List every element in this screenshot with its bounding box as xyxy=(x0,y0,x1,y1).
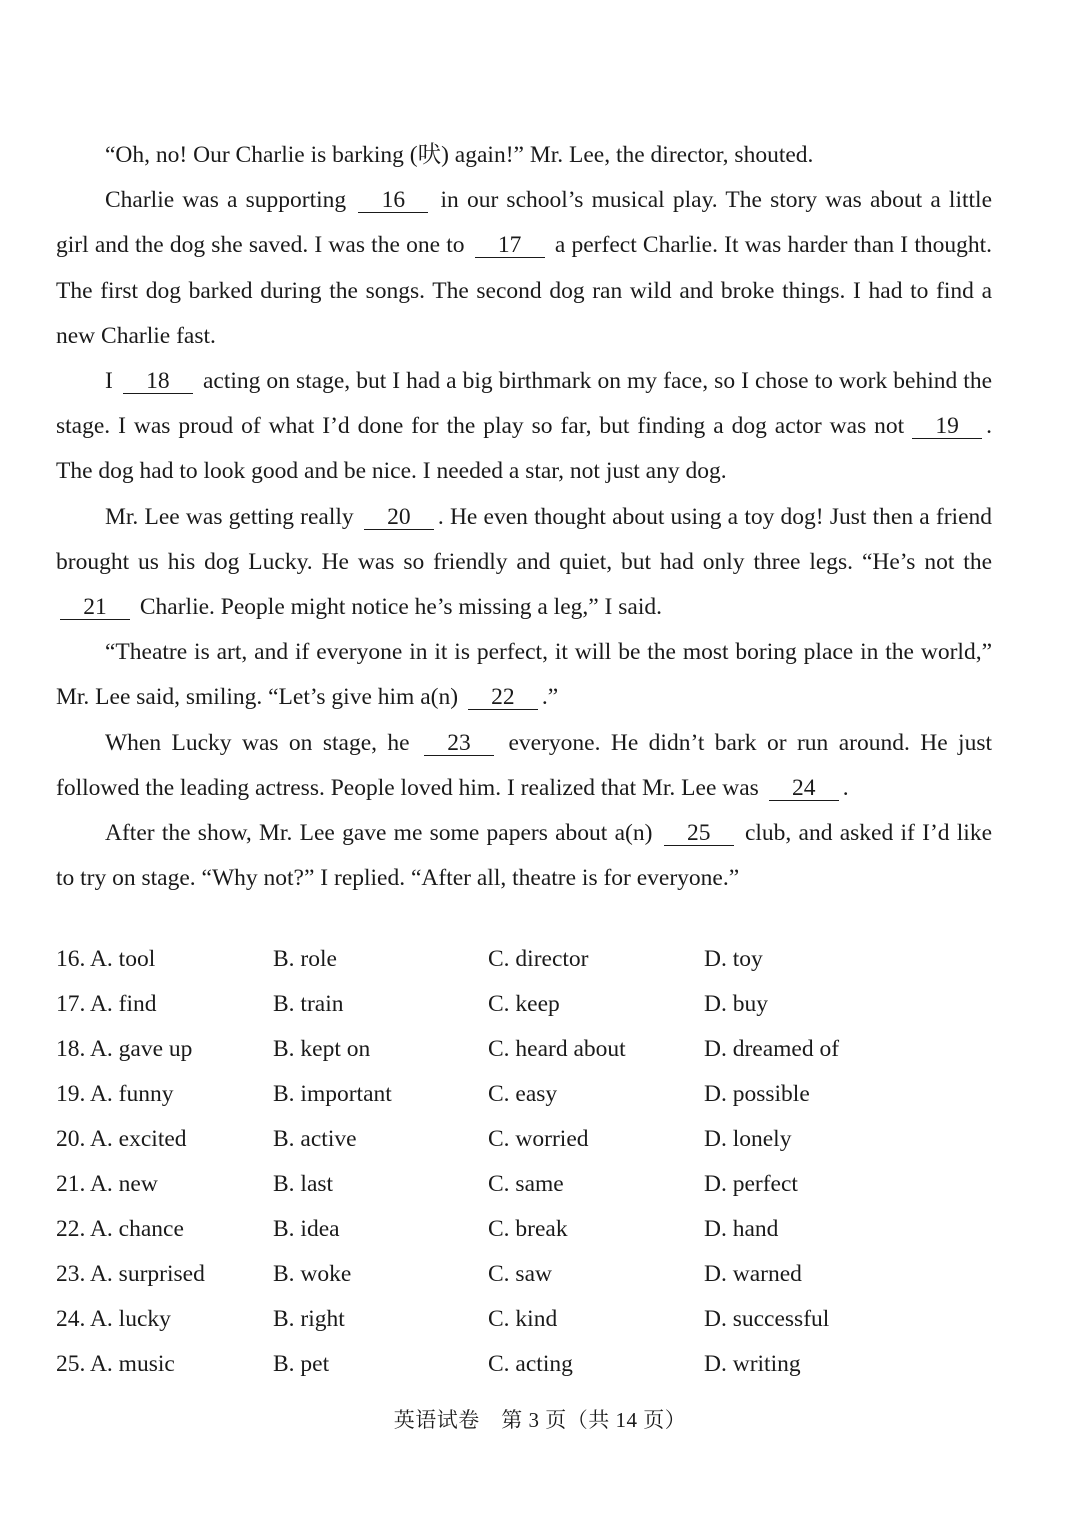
text: everyone. He didn’t bark or run around. He just followed the leading actress. People loved him. I realized that Mr. Lee was xyxy=(56,729,993,801)
paragraph-7 xyxy=(56,811,992,901)
option-a: 22. A. chance xyxy=(56,1216,184,1242)
option-c: C. break xyxy=(488,1216,568,1242)
blank-20: 20 xyxy=(364,505,434,530)
blank-16: 16 xyxy=(358,188,428,213)
paragraph-1: “Oh, no! Our Charlie is barking (吠) again!” Mr. Lee, the director, shouted. xyxy=(105,142,814,168)
option-c: C. director xyxy=(488,946,589,972)
paragraph-4 xyxy=(56,495,992,631)
option-a: 20. A. excited xyxy=(56,1126,187,1152)
text: a perfect Charlie. It was harder than I thought. The first dog barked during the songs. The second dog ran wild and broke things. I had to find a new Charlie fast. xyxy=(56,232,993,349)
option-c: C. heard about xyxy=(488,1036,626,1062)
option-c: C. easy xyxy=(488,1081,558,1107)
text: Mr. Lee was getting really xyxy=(105,503,354,530)
option-c: C. worried xyxy=(488,1126,589,1152)
paragraph-3 xyxy=(56,359,992,495)
text: acting on stage, but I had a big birthmark on my face, so I chose to work behind the stage. I was proud of what I’d done for the play so far, but finding a dog actor was not xyxy=(56,368,992,440)
blank-23: 23 xyxy=(424,731,494,756)
option-b: B. role xyxy=(273,946,337,972)
paragraph-5 xyxy=(56,630,992,720)
option-row-25 xyxy=(56,1342,956,1387)
text: club, and asked if I’d like to try on stage. “Why not?” I replied. “After all, theatre is for everyone.” xyxy=(56,820,993,892)
option-b: B. last xyxy=(273,1171,334,1197)
blank-21: 21 xyxy=(60,595,130,620)
option-row-24 xyxy=(56,1297,956,1342)
option-d: D. toy xyxy=(704,946,763,972)
option-b: B. right xyxy=(273,1306,345,1332)
page-footer: 英语试卷 第 3 页（共 14 页） xyxy=(393,1408,687,1432)
blank-17: 17 xyxy=(475,233,545,258)
text: After the show, Mr. Lee gave me some papers about a(n) xyxy=(105,820,653,847)
option-b: B. important xyxy=(273,1081,392,1107)
text: When Lucky was on stage, he xyxy=(105,729,410,756)
option-a: 23. A. surprised xyxy=(56,1261,205,1287)
text: I xyxy=(105,368,113,395)
paragraph-2 xyxy=(56,178,992,359)
option-row-19 xyxy=(56,1072,956,1117)
option-d: D. dreamed of xyxy=(704,1036,840,1062)
option-c: C. keep xyxy=(488,991,560,1017)
option-row-23 xyxy=(56,1252,956,1297)
option-row-17 xyxy=(56,982,956,1027)
text: . The dog had to look good and be nice. I needed a star, not just any dog. xyxy=(56,413,993,485)
option-b: B. idea xyxy=(273,1216,340,1242)
text: Charlie. People might notice he’s missing a leg,” I said. xyxy=(139,594,662,621)
option-a: 18. A. gave up xyxy=(56,1036,193,1062)
text: . He even thought about using a toy dog! Just then a friend brought us his dog Lucky. He was so friendly and quiet, but had only three legs. “He’s not the xyxy=(56,503,993,575)
blank-18: 18 xyxy=(123,369,193,394)
option-a: 19. A. funny xyxy=(56,1081,174,1107)
option-b: B. train xyxy=(273,991,344,1017)
option-c: C. acting xyxy=(488,1351,573,1377)
option-b: B. woke xyxy=(273,1261,352,1287)
blank-25: 25 xyxy=(664,821,734,846)
option-row-16 xyxy=(56,937,956,982)
option-a: 21. A. new xyxy=(56,1171,158,1197)
option-c: C. saw xyxy=(488,1261,552,1287)
option-a: 25. A. music xyxy=(56,1351,175,1377)
option-row-20 xyxy=(56,1117,956,1162)
option-d: D. warned xyxy=(704,1261,802,1287)
option-b: B. pet xyxy=(273,1351,330,1377)
blank-22: 22 xyxy=(468,685,538,710)
option-c: C. same xyxy=(488,1171,564,1197)
option-d: D. buy xyxy=(704,991,768,1017)
option-b: B. kept on xyxy=(273,1036,371,1062)
blank-24: 24 xyxy=(769,776,839,801)
option-d: D. possible xyxy=(704,1081,810,1107)
text: in our school’s musical play. The story was about a little girl and the dog she saved. I was the one to xyxy=(56,187,993,259)
option-c: C. kind xyxy=(488,1306,558,1332)
option-d: D. perfect xyxy=(704,1171,798,1197)
blank-19: 19 xyxy=(912,414,982,439)
text: “Theatre is art, and if everyone in it is perfect, it will be the most boring place in the world,” Mr. Lee said, smiling. “Let’s give him a(n) xyxy=(56,639,992,711)
paragraph-6 xyxy=(56,721,992,811)
text: .” xyxy=(541,684,559,711)
option-d: D. lonely xyxy=(704,1126,792,1152)
option-a: 24. A. lucky xyxy=(56,1306,171,1332)
option-row-18 xyxy=(56,1027,956,1072)
option-d: D. writing xyxy=(704,1351,801,1377)
option-d: D. successful xyxy=(704,1306,830,1332)
option-row-22 xyxy=(56,1207,956,1252)
option-b: B. active xyxy=(273,1126,357,1152)
option-a: 17. A. find xyxy=(56,991,157,1017)
option-row-21 xyxy=(56,1162,956,1207)
text: Charlie was a supporting xyxy=(105,187,347,214)
answer-options xyxy=(56,937,956,1387)
option-a: 16. A. tool xyxy=(56,946,156,972)
option-d: D. hand xyxy=(704,1216,779,1242)
text: . xyxy=(842,774,849,801)
cloze-passage xyxy=(56,133,992,901)
